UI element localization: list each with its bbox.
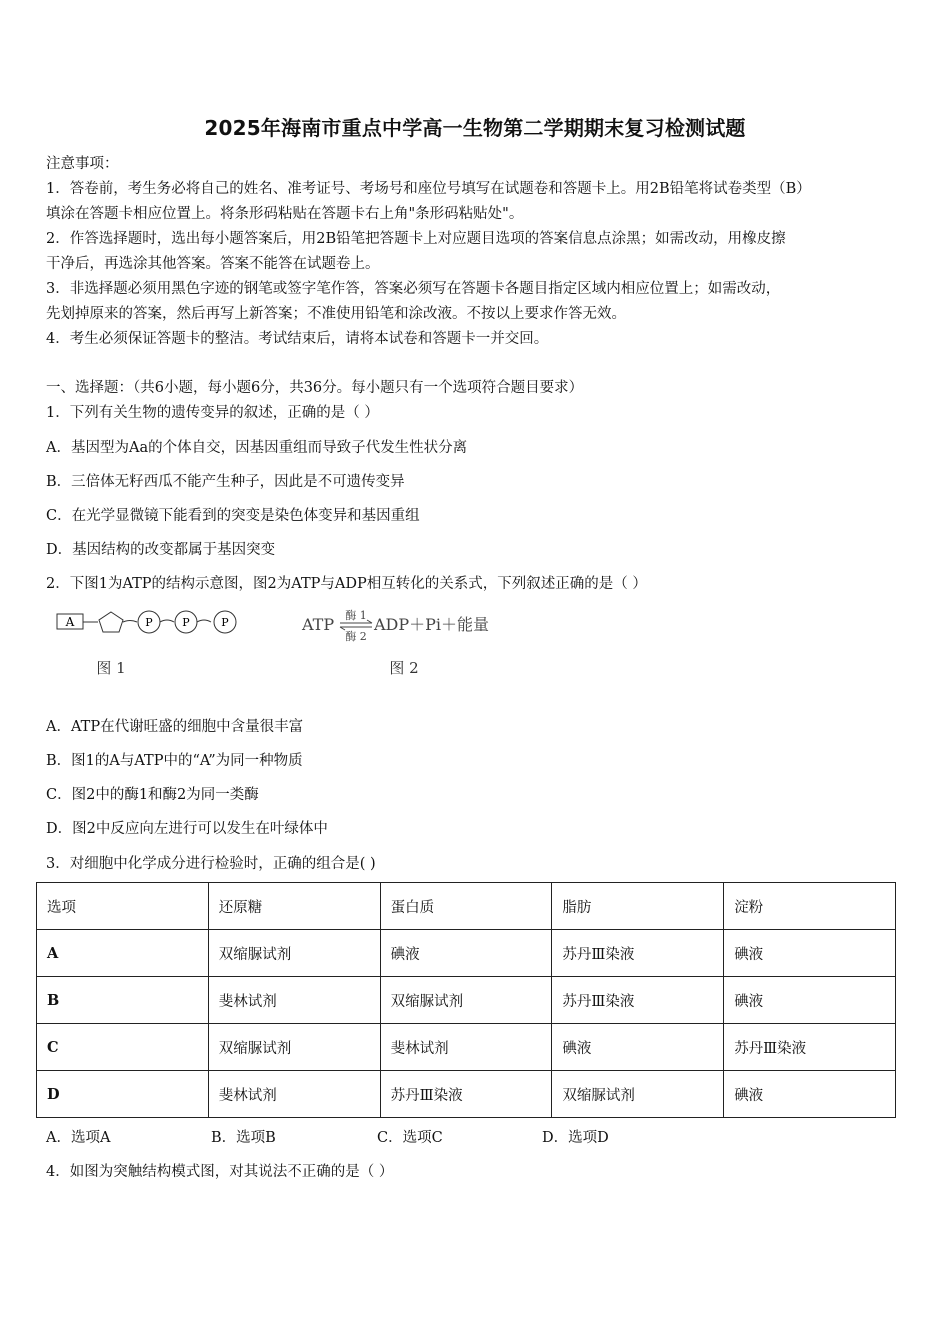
- table-cell: 碘液: [724, 1071, 896, 1118]
- table-cell: D: [37, 1071, 209, 1118]
- table-cell: 斐林试剂: [380, 1024, 552, 1071]
- enzyme-2-label: 酶 2: [345, 630, 367, 643]
- question-1-option-d: D．基因结构的改变都属于基因突变: [46, 542, 276, 558]
- notice-line: 3．非选择题必须用黑色字迹的钢笔或签字笔作答，答案必须写在答题卡各题目指定区域内相应位置上；如需改动，: [46, 281, 781, 297]
- notice-line: 先划掉原来的答案，然后再写上新答案；不准使用铅笔和涂改液。不按以上要求作答无效。: [46, 306, 626, 322]
- question-3-stem: 3．对细胞中化学成分进行检验时，正确的组合是( ): [46, 856, 376, 872]
- table-cell: 碘液: [552, 1024, 724, 1071]
- table-header-cell: 还原糖: [208, 883, 380, 930]
- table-cell: 双缩脲试剂: [208, 930, 380, 977]
- atp-label: ATP: [302, 615, 335, 634]
- table-cell: 碘液: [724, 977, 896, 1024]
- section-heading: 一、选择题：（共6小题，每小题6分，共36分。每小题只有一个选项符合题目要求）: [46, 380, 584, 396]
- adenine-label: A: [65, 615, 75, 629]
- table-header-row: [37, 883, 896, 930]
- table-cell: 斐林试剂: [208, 977, 380, 1024]
- notice-line: 填涂在答题卡相应位置上。将条形码粘贴在答题卡右上角"条形码粘贴处"。: [46, 206, 524, 222]
- question-1-stem: 1．下列有关生物的遗传变异的叙述，正确的是（ ）: [46, 405, 379, 421]
- phosphate-label: P: [182, 616, 190, 629]
- figure-2-caption: 图 2: [389, 659, 419, 677]
- table-cell: A: [37, 930, 209, 977]
- atp-structure-figure: [50, 604, 250, 684]
- reagent-table: [36, 882, 896, 1118]
- question-3-option-d: D．选项D: [542, 1130, 609, 1146]
- question-2-option-d: D．图2中反应向左进行可以发生在叶绿体中: [46, 821, 328, 837]
- table-row: [37, 977, 896, 1024]
- question-2-option-b: B．图1的A与ATP中的“A”为同一种物质: [46, 753, 303, 769]
- adp-pi-energy-label: ADP＋Pi＋能量: [374, 615, 490, 634]
- question-1-option-a: A．基因型为Aa的个体自交，因基因重组而导致子代发生性状分离: [46, 440, 468, 456]
- figure-1-caption: 图 1: [96, 659, 126, 677]
- notice-line: 4．考生必须保证答题卡的整洁。考试结束后，请将本试卷和答题卡一并交回。: [46, 331, 549, 347]
- table-header-cell: 淀粉: [724, 883, 896, 930]
- table-row: [37, 930, 896, 977]
- table-cell: 苏丹Ⅲ染液: [552, 977, 724, 1024]
- question-3-option-c: C．选项C: [377, 1130, 443, 1146]
- atp-adp-equation-figure: [298, 604, 508, 684]
- table-header-cell: 选项: [37, 883, 209, 930]
- table-cell: 斐林试剂: [208, 1071, 380, 1118]
- question-2-option-c: C．图2中的酶1和酶2为同一类酶: [46, 787, 259, 803]
- question-3-option-b: B．选项B: [211, 1130, 276, 1146]
- notice-heading: 注意事项：: [46, 156, 119, 172]
- table-cell: 碘液: [380, 930, 552, 977]
- table-header-cell: 蛋白质: [380, 883, 552, 930]
- table-cell: 苏丹Ⅲ染液: [724, 1024, 896, 1071]
- page-title: 2025年海南市重点中学高一生物第二学期期末复习检测试题: [204, 116, 746, 140]
- table-cell: B: [37, 977, 209, 1024]
- question-1-option-b: B．三倍体无籽西瓜不能产生种子，因此是不可遗传变异: [46, 474, 405, 490]
- enzyme-1-label: 酶 1: [345, 609, 367, 622]
- phosphate-label: P: [221, 616, 229, 629]
- table-cell: 碘液: [724, 930, 896, 977]
- notice-line: 1．答卷前，考生务必将自己的姓名、准考证号、考场号和座位号填写在试题卷和答题卡上。用2B铅笔将试卷类型（B）: [46, 181, 811, 197]
- notice-line: 干净后，再选涂其他答案。答案不能答在试题卷上。: [46, 256, 380, 272]
- table-header-cell: 脂肪: [552, 883, 724, 930]
- notice-line: 2．作答选择题时，选出每小题答案后，用2B铅笔把答题卡上对应题目选项的答案信息点涂黑；如需改动，用橡皮擦: [46, 231, 786, 247]
- table-row: [37, 1024, 896, 1071]
- question-2-option-a: A．ATP在代谢旺盛的细胞中含量很丰富: [46, 719, 304, 735]
- table-cell: 苏丹Ⅲ染液: [552, 930, 724, 977]
- table-cell: 苏丹Ⅲ染液: [380, 1071, 552, 1118]
- question-2-stem: 2．下图1为ATP的结构示意图，图2为ATP与ADP相互转化的关系式，下列叙述正确的是（ ）: [46, 576, 647, 592]
- phosphate-label: P: [145, 616, 153, 629]
- question-3-option-a: A．选项A: [46, 1130, 111, 1146]
- question-4-stem: 4．如图为突触结构模式图，对其说法不正确的是（ ）: [46, 1164, 394, 1180]
- ribose-pentagon: [99, 612, 123, 632]
- table-cell: 双缩脲试剂: [552, 1071, 724, 1118]
- table-cell: 双缩脲试剂: [208, 1024, 380, 1071]
- table-cell: 双缩脲试剂: [380, 977, 552, 1024]
- question-1-option-c: C．在光学显微镜下能看到的突变是染色体变异和基因重组: [46, 508, 420, 524]
- table-row: [37, 1071, 896, 1118]
- table-cell: C: [37, 1024, 209, 1071]
